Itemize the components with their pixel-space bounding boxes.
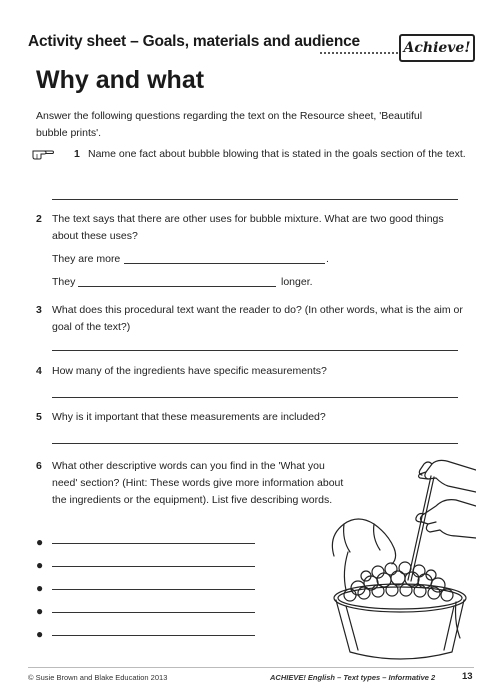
question-2-text: The text says that there are other uses for bubble mixture. What are two good things about these uses? (52, 213, 444, 242)
page-title: Why and what (36, 66, 205, 94)
header-dotted-leader (320, 52, 398, 54)
achieve-badge: Achieve! (399, 34, 475, 62)
describing-word-line-4[interactable] (52, 612, 255, 613)
bullet-2: ● (36, 558, 44, 572)
question-2-line-1-suffix: . (326, 253, 329, 265)
question-2-line-2-suffix: longer. (281, 276, 313, 288)
question-2-line-1-prefix: They are more (52, 253, 121, 265)
describing-word-line-3[interactable] (52, 589, 255, 590)
footer-copyright: © Susie Brown and Blake Education 2013 (28, 673, 168, 682)
question-3-number: 3 (36, 304, 42, 316)
page-number: 13 (462, 671, 473, 682)
pointing-hand-icon (32, 146, 54, 160)
question-2-answer-line-2[interactable] (78, 286, 276, 287)
question-3-answer-line[interactable] (52, 350, 458, 351)
question-3-text: What does this procedural text want the reader to do? (In other words, what is the aim or goal of the text?) (52, 304, 463, 333)
question-1-text: Name one fact about bubble blowing that is stated in the goals section of the text. (88, 148, 466, 160)
question-4-number: 4 (36, 365, 42, 377)
describing-word-line-5[interactable] (52, 635, 255, 636)
bullet-1: ● (36, 535, 44, 549)
footer-series-title: ACHIEVE! English – Text types – Informative 2 (270, 673, 436, 682)
bullet-3: ● (36, 581, 44, 595)
question-1-number: 1 (74, 148, 80, 160)
question-2-line-2-prefix: They (52, 276, 76, 288)
bullet-4: ● (36, 604, 44, 618)
question-2-answer-line-1[interactable] (124, 263, 325, 264)
question-1-answer-line[interactable] (52, 199, 458, 200)
question-2-number: 2 (36, 213, 42, 225)
question-5-number: 5 (36, 411, 42, 423)
footer-divider (28, 667, 474, 668)
instructions-text: Answer the following questions regarding the text on the Resource sheet, 'Beautiful bubble prints'. (36, 110, 423, 139)
question-6-text: What other descriptive words can you find in the 'What you need' section? (Hint: These words give more information about the ingredients or the equipment). List five describing words. (52, 460, 344, 506)
question-5-answer-line[interactable] (52, 443, 458, 444)
bullet-5: ● (36, 627, 44, 641)
describing-word-line-2[interactable] (52, 566, 255, 567)
activity-sheet-title: Activity sheet – Goals, materials and audience (28, 33, 360, 50)
bubble-bucket-illustration (328, 452, 476, 662)
question-5-text: Why is it important that these measurements are included? (52, 411, 326, 423)
question-6-number: 6 (36, 460, 42, 472)
question-4-answer-line[interactable] (52, 397, 458, 398)
question-4-text: How many of the ingredients have specific measurements? (52, 365, 327, 377)
describing-word-line-1[interactable] (52, 543, 255, 544)
